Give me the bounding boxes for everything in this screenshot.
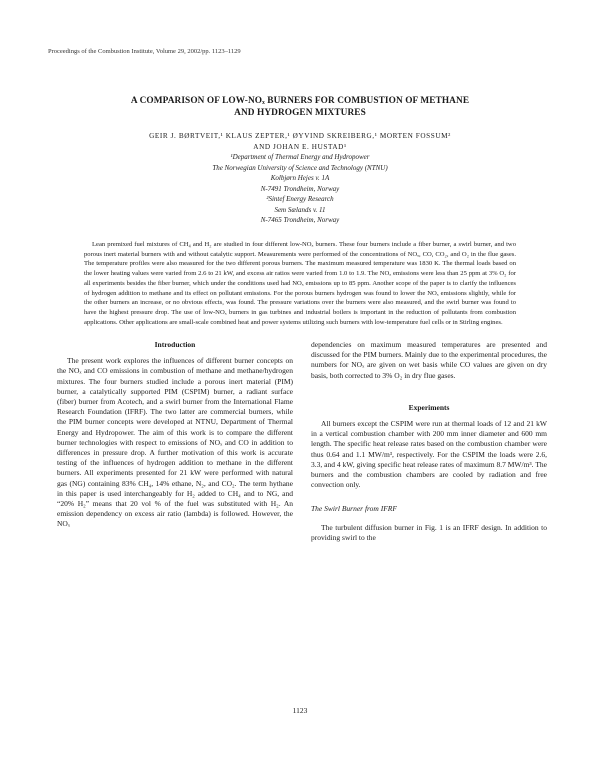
section-heading-introduction: Introduction (154, 340, 196, 349)
running-head: Proceedings of the Combustion Institute, Volume 29, 2002/pp. 1123–1129 (48, 48, 241, 55)
section-heading-experiments: Experiments (408, 402, 450, 412)
affiliation-line: The Norwegian University of Science and Technology (NTNU) (212, 163, 388, 172)
authors-line-2: AND JOHAN E. HUSTAD¹ (253, 143, 347, 151)
title-line-2: AND HYDROGEN MIXTURES (234, 108, 366, 118)
title-line-1: A COMPARISON OF LOW-NOₓ BURNERS FOR COMBUSTION OF METHANE (130, 96, 470, 106)
swirl-burner-paragraph: The turbulent diffusion burner in Fig. 1 is an IFRF design. In addition to providing swirl to the (311, 522, 547, 542)
affiliation-line: ²Sintef Energy Research (266, 195, 334, 203)
abstract: Lean premixed fuel mixtures of CH₄ and H₂ are studied in four different low-NOₓ burners. These four burners include a fiber burner, a swirl burner, and two porous inert material burners with and without catalytic support. Measurements were performed of the concentrations of NOₓ, CO, CO₂, and O₂ in the flue gases. The temperature profiles were also measured for the two different porous burners. The maximum measured temperature was 1830 K. The thermal loads based on the lower heating values were varied from 2.6 to 21 kW, and excess air ratios were varied from 1.0 to 1.9. The NOₓ emissions were less than 25 ppm at 3% O₂ for all experiments besides the fiber burner, which under the conditions used had NOₓ emissions up to 85 ppm. Another scope of the paper is to clarify the influences of hydrogen addition to methane and its effect on pollutant emissions. For the porous burners hydrogen was found to lower the NOₓ emissions slightly, while for the other burners an increase, or no obvious effects, was found. The pressure variations over the burners were also measured, and the swirl burner was found to have the highest pressure drop. The use of low-NOₓ burners in gas turbines and industrial boilers is important in the reduction of pollutants from combustion applications. Other applications are small-scale combined heat and power systems utilizing such burners with low-temperature fuel cells or in Stirling engines. (84, 241, 516, 326)
affiliation-line: Sem Sælands v. 11 (274, 205, 326, 214)
introduction-paragraph: The present work explores the influences of different burner concepts on the NOₓ and CO emissions in combustion of methane and methane/hydrogen mixtures. The four burners studied include a porous inert material (PIM) burner, a catalytically supported PIM (CSPIM) burner, a radiant surface (fiber) burner from Acotech, and a swirl burner from the International Flame Research Foundation (IFRF). The two latter are commercial burners, while the PIM burner concepts were developed at NTNU, Department of Thermal Energy and Hydropower. The aim of this work is to compare the different burner technologies with respect to emissions of NOₓ and CO in addition to differences in pressure drop. A further motivation of this work is accurate testing of the influences of hydrogen addition to methane in the different burners. All experiments presented for 21 kW were performed with natural gas (NG) containing 83% CH₄, 14% ethane, N₂, and CO₂. The term hythane in this paper is used interchangeably for H₂ added to CH₄ and to NG, and “20% H₂” means that 20 vol % of the fuel was substituted with H₂. An emission dependency on excess air ratio (lambda) is followed. However, the NOₓ (57, 356, 293, 529)
affiliation-line: N-7465 Trondheim, Norway (260, 216, 340, 224)
author-list (48, 131, 552, 153)
paper-title (48, 95, 552, 119)
introduction-continuation: dependencies on maximum measured temperatures are presented and discussed for the PIM burners. Mainly due to the experimental procedures, the numbers for NOₓ are given on wet basis while CO values are given on dry basis, both corrected to 3% O₂ in dry flue gases. (311, 340, 547, 380)
affiliations (48, 152, 552, 226)
right-column (311, 340, 547, 543)
authors-line-1: GEIR J. BØRTVEIT,¹ KLAUS ZEPTER,¹ ØYVIND SKREIBERG,¹ MORTEN FOSSUM² (149, 132, 451, 140)
affiliation-line: Kolbjørn Hejes v. 1A (270, 174, 330, 182)
experiments-paragraph: All burners except the CSPIM were run at thermal loads of 12 and 21 kW in a vertical combustion chamber with 200 mm inner diameter and 600 mm length. The specific heat release rates based on the combustion chamber were thus 0.64 and 1.1 MW/m³, respectively. For the CSPIM the loads were 2.6, 3.3, and 4 kW, giving specific heat release rates of maximum 8.7 MW/m³. The burners and the combustion chambers are cooled by radiation and free convection only. (311, 419, 547, 490)
subsection-heading-swirl-burner: The Swirl Burner from IFRF (311, 504, 397, 514)
left-column (57, 340, 293, 530)
affiliation-line: ¹Department of Thermal Energy and Hydropower (230, 153, 370, 161)
affiliation-line: N-7491 Trondheim, Norway (260, 184, 340, 193)
page-number: 1123 (292, 706, 308, 715)
